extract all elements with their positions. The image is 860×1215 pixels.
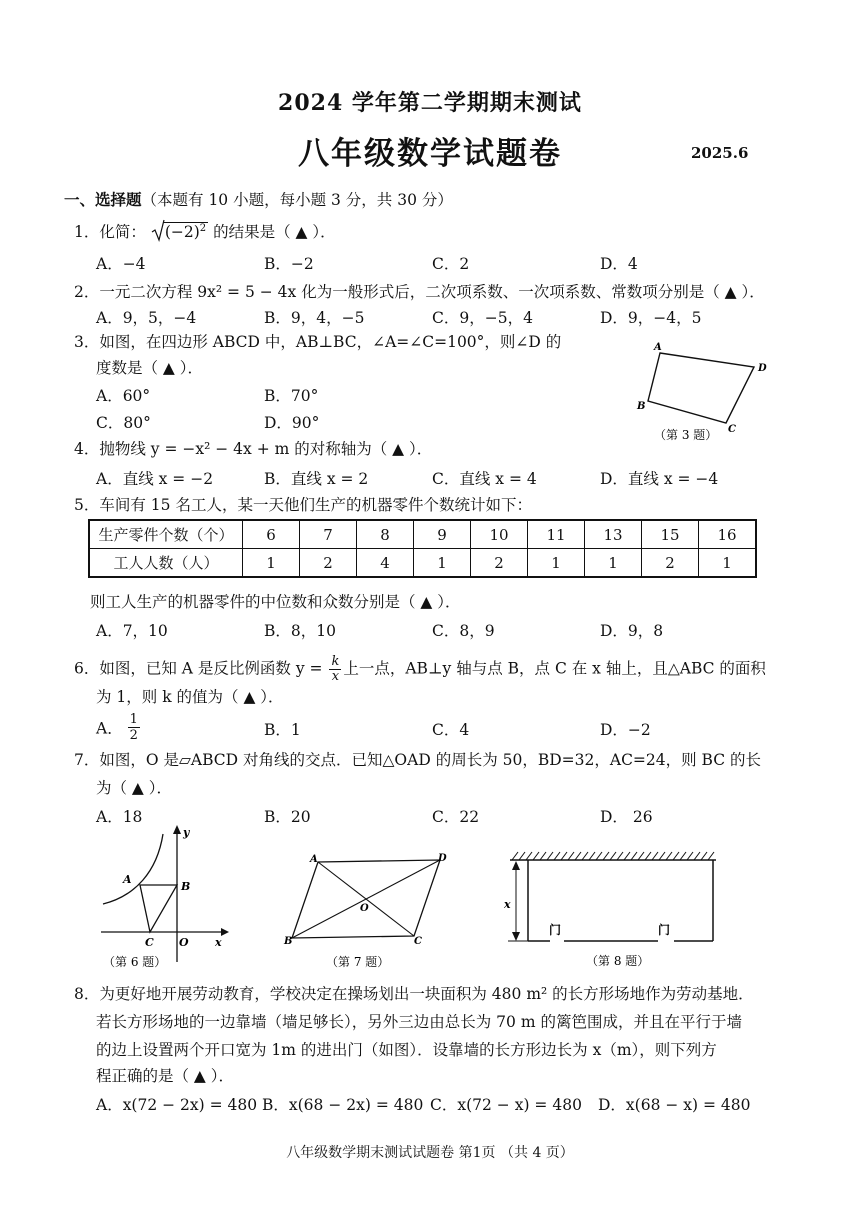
q3-option-b: B．70° [264,387,319,405]
hatch-mark [659,852,665,860]
q5-option-a: A．7，10 [96,622,168,640]
x-axis-arrow [221,928,229,936]
hatch-mark [666,852,672,860]
q4-option-d: D．直线 x = −4 [600,470,719,488]
q7-option-b: B．20 [264,808,311,826]
table-cell: 7 [300,520,357,549]
fig6-label-o: O [179,936,189,949]
question-7-line1 [74,750,761,770]
figure-q3 [620,335,780,450]
hatch-mark [540,852,546,860]
page-footer: 八年级数学期末测试试题卷 第1页 （共 4 页） [286,1145,574,1161]
q7-text: 如图，O 是▱ABCD 对角线的交点．已知△OAD 的周长为 50，BD=32，AC=24，则 BC 的长 [99,751,762,769]
fig6-label-b: B [181,880,191,893]
fig7-label-b: B [284,936,293,947]
hatch-mark [568,852,574,860]
fraction-numerator: 1 [129,712,138,727]
sqrt-sign [151,219,165,243]
table-cell: 1 [414,549,471,578]
fig7-label-d: D [438,853,447,864]
fig6-label-x: x [215,936,222,949]
table-cell: 16 [699,520,757,549]
exam-title-line2: 八年级数学试题卷 [298,136,562,172]
table-cell: 4 [357,549,414,578]
fig6-caption: （第 6 题） [103,955,167,969]
table-row [89,520,756,549]
sqrt-expression [151,222,208,242]
fraction-denominator: 2 [129,728,138,743]
q6-option-d: D．−2 [600,721,651,739]
fraction-numerator: k [331,654,340,669]
question-2 [74,282,765,302]
dimension-arrow-bottom [512,932,520,941]
hatch-mark [526,852,532,860]
table-cell: 10 [471,520,528,549]
fig6-label-y: y [183,826,190,839]
hatch-mark [631,852,637,860]
exam-title-line1: 2024 学年第二学期期末测试 [278,90,582,116]
section-title: 一、选择题 [64,190,142,209]
hyperbola-curve [103,834,163,904]
q2-option-d: D．9，−4，5 [600,309,702,327]
quadrilateral-abcd [648,353,754,423]
fig8-caption: （第 8 题） [586,954,650,968]
question-number: 7． [74,751,100,769]
hatch-mark [575,852,581,860]
q6-text-b: 上一点，AB⊥y 轴与点 B，点 C 在 x 轴上，且△ABC 的面积 [343,659,766,678]
q4-option-a: A．直线 x = −2 [96,470,214,488]
table-cell: 1 [243,549,300,578]
hatch-mark [582,852,588,860]
table-cell: 11 [528,520,585,549]
fig8-label-x: x [504,898,511,911]
fig8-door-2: 门 [658,923,671,937]
q7-option-d: D． 26 [600,808,653,826]
q6-option-c: C．4 [432,721,470,739]
question-1 [74,222,336,242]
table-cell: 8 [357,520,414,549]
q1-option-a: A．−4 [96,255,146,273]
hatch-mark [589,852,595,860]
q1-option-d: D．4 [600,255,638,273]
question-number: 6． [74,659,100,678]
fraction-k-over-x [329,655,341,684]
fig7-label-c: C [414,936,422,947]
q3-option-d: D．90° [264,414,320,432]
question-8-line3: 的边上设置两个开口宽为 1m 的进出门（如图）．设靠墙的长方形边长为 x（m），则下列方 [96,1041,717,1059]
q5-option-c: C．8，9 [432,622,495,640]
q6-option-a-label: A． [96,719,123,738]
q2-option-b: B．9，4，−5 [264,309,365,327]
table-row [89,549,756,578]
hatch-mark [652,852,658,860]
question-3-line1 [74,332,561,352]
question-8-line1 [74,984,754,1004]
fraction-one-half [128,712,140,743]
question-number: 3． [74,333,100,351]
q5-option-b: B．8，10 [264,622,336,640]
q2-text: 一元二次方程 9x² = 5 − 4x 化为一般形式后，二次项系数、一次项系数、常数项分别是（ ▲ ）． [99,283,765,301]
fig7-label-a: A [310,854,318,865]
section-note: （本题有 10 小题，每小题 3 分，共 30 分） [141,191,453,209]
question-7-line2: 为（ ▲ ）． [96,779,173,797]
q4-option-b: B．直线 x = 2 [264,470,369,488]
q2-option-a: A．9，5，−4 [96,309,197,327]
figure-q7 [280,850,450,972]
hatch-mark [533,852,539,860]
table-cell: 15 [642,520,699,549]
hatch-mark [512,852,518,860]
fig3-label-b: B [637,401,646,412]
table-row-header: 生产零件个数（个） [89,520,243,549]
hatch-mark [694,852,700,860]
question-8-line2: 若长方形场地的一边靠墙（墙足够长），另外三边由总长为 70 m 的篱笆围成，并且在平行于墙 [96,1013,742,1031]
q8-text-1: 为更好地开展劳动教育，学校决定在操场划出一块面积为 480 m² 的长方形场地作为劳动基地． [99,985,754,1003]
q8-option-b: B．x(68 − 2x) = 480 [262,1096,424,1114]
table-cell: 2 [642,549,699,578]
section-heading [64,190,453,210]
fraction-denominator: x [331,669,340,684]
figure-q6 [95,822,235,972]
table-cell: 1 [699,549,757,578]
q8-option-c: C．x(72 − x) = 480 [430,1096,582,1114]
triangle-abc [140,885,177,932]
q1-option-c: C．2 [432,255,470,273]
q6-option-b: B．1 [264,721,301,739]
q3-option-a: A．60° [96,387,151,405]
hatch-mark [603,852,609,860]
q5-after-text: 则工人生产的机器零件的中位数和众数分别是（ ▲ ）． [90,593,461,611]
question-number: 2． [74,283,100,301]
y-axis-arrow [173,825,181,834]
dimension-arrow-top [512,861,520,870]
question-4 [74,439,432,459]
hatch-mark [610,852,616,860]
hatch-mark [645,852,651,860]
table-cell: 6 [243,520,300,549]
fig7-caption: （第 7 题） [326,955,390,969]
exam-date: 2025.6 [691,144,749,162]
table-cell: 2 [300,549,357,578]
table-row-header: 工人人数（人） [89,549,243,578]
sqrt-exponent: 2 [199,222,207,234]
question-6-line2: 为 1，则 k 的值为（ ▲ ）． [96,688,284,706]
fig3-caption: （第 3 题） [654,428,718,442]
hatch-mark [547,852,553,860]
question-8-line4: 程正确的是（ ▲ ）． [96,1067,235,1085]
table-cell: 1 [528,549,585,578]
fig3-label-a: A [654,342,662,353]
q1-suffix: 的结果是（ ▲ ）． [213,223,336,241]
question-number: 1． [74,223,100,241]
q7-option-c: C．22 [432,808,480,826]
wall-hatching [512,852,714,860]
q3-text: 如图，在四边形 ABCD 中，AB⊥BC，∠A=∠C=100°，则∠D 的 [99,333,562,351]
q5-text: 车间有 15 名工人，某一天他们生产的机器零件个数统计如下： [99,496,532,514]
q6-text-a: 如图，已知 A 是反比例函数 y = [99,659,323,678]
table-cell: 13 [585,520,642,549]
fig3-label-c: C [728,424,736,435]
q8-option-d: D．x(68 − x) = 480 [598,1096,751,1114]
fig7-label-o: O [360,903,369,914]
hatch-mark [708,852,714,860]
figure-q8 [498,848,728,972]
question-number: 5． [74,496,100,514]
q4-option-c: C．直线 x = 4 [432,470,537,488]
question-number: 8． [74,985,100,1003]
hatch-mark [561,852,567,860]
parts-table [88,519,757,578]
question-number: 4． [74,440,100,458]
sqrt-radicand: (−2) [164,223,200,241]
fig6-label-a: A [123,873,132,886]
question-6-line1 [74,655,766,684]
hatch-mark [673,852,679,860]
hatch-mark [638,852,644,860]
q8-option-a: A．x(72 − 2x) = 480 [96,1096,258,1114]
table-cell: 1 [585,549,642,578]
hatch-mark [596,852,602,860]
fig3-label-d: D [758,363,767,374]
q6-option-a [96,712,140,743]
fig8-door-1: 门 [549,923,562,937]
q7-option-a: A．18 [96,808,143,826]
fig6-label-c: C [145,936,154,949]
question-5 [74,495,532,515]
q2-option-c: C．9，−5，4 [432,309,533,327]
hatch-mark [624,852,630,860]
hatch-mark [554,852,560,860]
hatch-mark [701,852,707,860]
table-cell: 2 [471,549,528,578]
hatch-mark [680,852,686,860]
hatch-mark [617,852,623,860]
q5-option-d: D．9，8 [600,622,664,640]
hatch-mark [519,852,525,860]
q1-prefix: 化简： [99,223,146,241]
q1-option-b: B．−2 [264,255,314,273]
q4-text: 抛物线 y = −x² − 4x + m 的对称轴为（ ▲ ）． [99,440,433,458]
question-3-line2: 度数是（ ▲ ）． [96,359,204,377]
q3-option-c: C．80° [96,414,151,432]
hatch-mark [687,852,693,860]
table-cell: 9 [414,520,471,549]
